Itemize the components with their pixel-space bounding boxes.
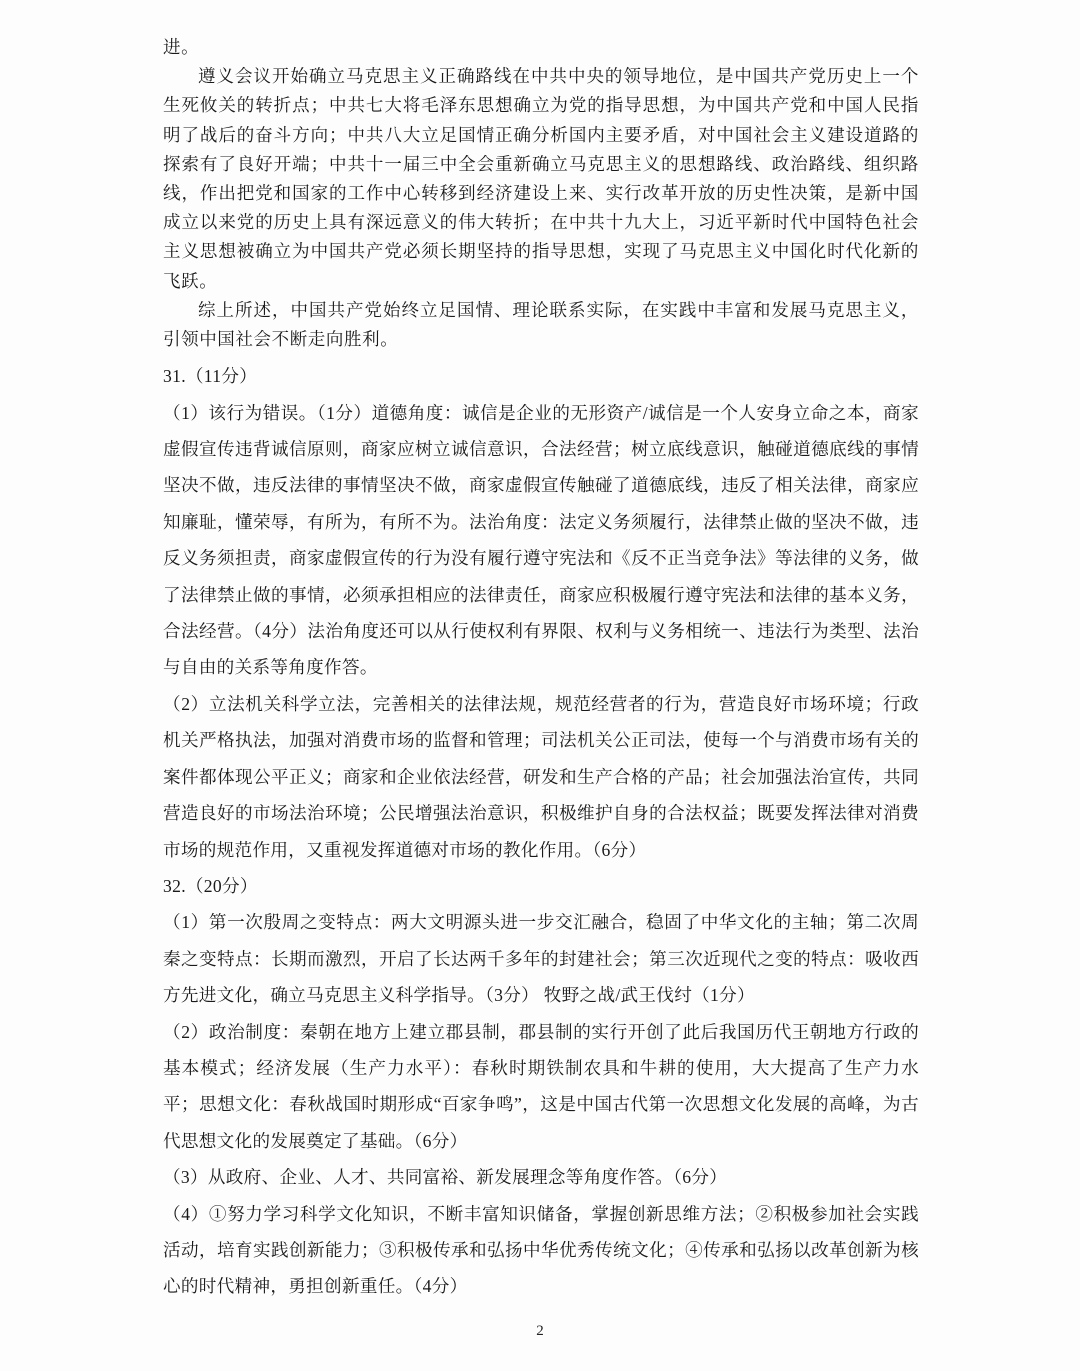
question-31-part-2: （2）立法机关科学立法，完善相关的法律法规，规范经营者的行为，营造良好市场环境；行政机关严格执法，加强对消费市场的监督和管理；司法机关公正司法，使每一个与消费市场有关的案件都体现公平正义；商家和企业依法经营，研发和生产合格的产品；社会加强法治宣传，共同营造良好的市场法治环境；公民增强法治意识，积极维护自身的合法权益；既要发挥法律对消费市场的规范作用，又重视发挥道德对市场的教化作用。（6分） xyxy=(163,693,919,860)
question-32-part-1: （1）第一次殷周之变特点：两大文明源头进一步交汇融合，稳固了中华文化的主轴；第二次周秦之变特点：长期而激烈，开启了长达两千多年的封建社会；第三次近现代之变的特点：吸收西方先进文化，确立马克思主义科学指导。（3分） 牧野之战/武王伐纣（1分） xyxy=(163,912,919,1006)
question-32-part-3: （3）从政府、企业、人才、共同富裕、新发展理念等角度作答。（6分） xyxy=(163,1167,728,1188)
question-32-part-2: （2）政治制度：秦朝在地方上建立郡县制，郡县制的实行开创了此后我国历代王朝地方行政的基本模式；经济发展（生产力水平）：春秋时期铁制农具和牛耕的使用，大大提高了生产力水平；思想文化：春秋战国时期形成“百家争鸣”，这是中国古代第一次思想文化发展的高峰，为古代思想文化的发展奠定了基础。（6分） xyxy=(163,1021,919,1151)
question-32-part-4: （4）①努力学习科学文化知识，不断丰富知识储备，掌握创新思维方法；②积极参加社会实践活动，培育实践创新能力；③积极传承和弘扬中华优秀传统文化；④传承和弘扬以改革创新为核心的时代精神，勇担创新重任。（4分） xyxy=(163,1203,919,1297)
question-32 xyxy=(163,868,919,1305)
question-32-heading: 32.（20分） xyxy=(163,875,258,896)
question-31-part-1: （1）该行为错误。（1分）道德角度：诚信是企业的无形资产/诚信是一个人安身立命之本，商家虚假宣传违背诚信原则，商家应树立诚信意识，合法经营；树立底线意识，触碰道德底线的事情坚决不做，违反法律的事情坚决不做，商家虚假宣传触碰了道德底线，违反了相关法律，商家应知廉耻，懂荣辱，有所为，有所不为。法治角度：法定义务须履行，法律禁止做的坚决不做，违反义务须担责，商家虚假宣传的行为没有履行遵守宪法和《反不正当竞争法》等法律的义务，做了法律禁止做的事情，必须承担相应的法律责任，商家应积极履行遵守宪法和法律的基本义务，合法经营。（4分）法治角度还可以从行使权利有界限、权利与义务相统一、违法行为类型、法治与自由的关系等角度作答。 xyxy=(163,402,919,678)
essay-continuation xyxy=(163,34,919,355)
essay-paragraph-2: 综上所述，中国共产党始终立足国情、理论联系实际，在实践中丰富和发展马克思主义，引领中国社会不断走向胜利。 xyxy=(163,300,919,351)
carry-over-line: 进。 xyxy=(163,38,200,58)
question-31-heading: 31.（11分） xyxy=(163,366,258,387)
page-content xyxy=(163,34,919,1305)
question-31 xyxy=(163,358,919,868)
essay-paragraph-1: 遵义会议开始确立马克思主义正确路线在中共中央的领导地位，是中国共产党历史上一个生死攸关的转折点；中共七大将毛泽东思想确立为党的指导思想，为中国共产党和中国人民指明了战后的奋斗方向；中共八大立足国情正确分析国内主要矛盾，对中国社会主义建设道路的探索有了良好开端；中共十一届三中全会重新确立马克思主义的思想路线、政治路线、组织路线，作出把党和国家的工作中心转移到经济建设上来、实行改革开放的历史性决策，是新中国成立以来党的历史上具有深远意义的伟大转折；在中共十九大上，习近平新时代中国特色社会主义思想被确立为中国共产党必须长期坚持的指导思想，实现了马克思主义中国化时代化新的飞跃。 xyxy=(163,67,919,292)
page-number: 2 xyxy=(536,1323,544,1339)
